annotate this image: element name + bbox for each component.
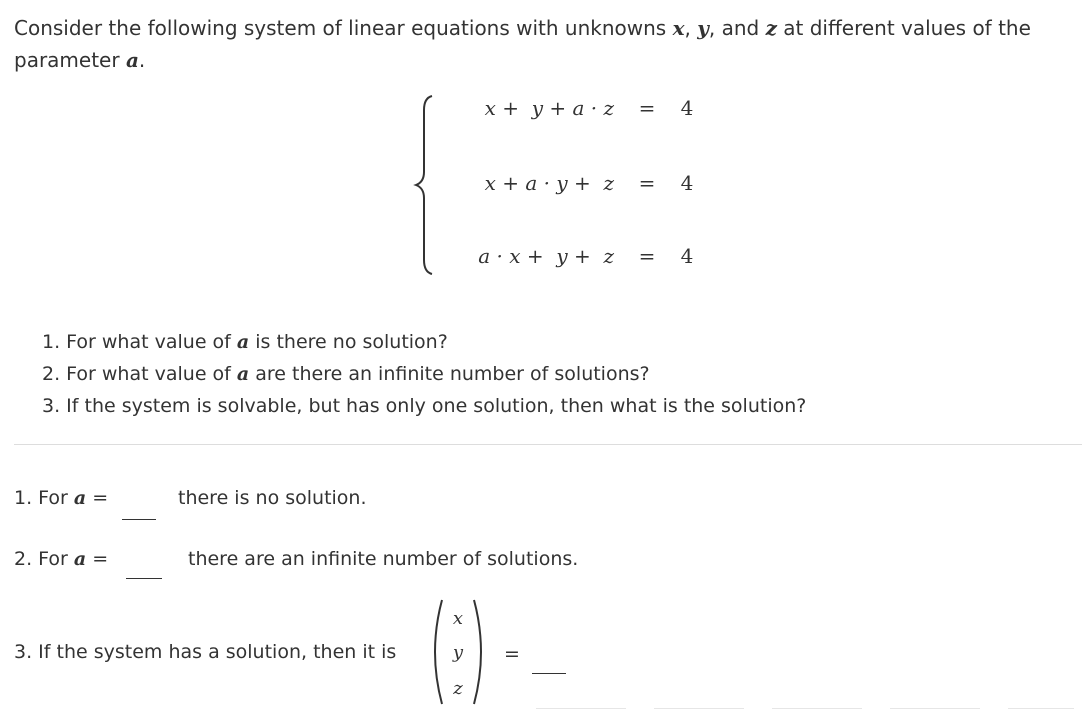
answer-2-input[interactable] xyxy=(126,550,162,579)
param-a: a xyxy=(236,331,250,353)
equation-rhs: 4 xyxy=(680,171,694,195)
answer-2-label xyxy=(14,548,108,570)
vector-entry-x: x xyxy=(452,608,464,629)
equals-sign: = xyxy=(86,487,109,509)
equation-row-2 xyxy=(440,171,710,201)
param-a: a xyxy=(73,487,87,509)
equation-row-1 xyxy=(440,96,710,126)
divider-line xyxy=(772,708,862,709)
solution-vector xyxy=(428,596,488,708)
question-text: are there an infinite number of solutions? xyxy=(249,363,650,385)
answer-1-input[interactable] xyxy=(122,491,156,520)
divider-line xyxy=(1008,708,1074,709)
answer-1-label xyxy=(14,487,108,509)
question-list xyxy=(42,326,806,422)
vector-entry-z: z xyxy=(453,678,463,699)
equals-sign: = xyxy=(86,548,109,570)
equals-sign: = xyxy=(504,643,520,665)
equals-sign: = xyxy=(638,96,656,120)
question-text: 2. For what value of xyxy=(42,363,237,385)
answer-2-suffix: there are an infinite number of solutions. xyxy=(188,548,579,570)
intro-paragraph xyxy=(14,12,1074,76)
var-x: x xyxy=(672,16,685,40)
equation-lhs: x + a · y + z xyxy=(484,171,614,195)
divider-line xyxy=(536,708,626,709)
intro-text-1: Consider the following system of linear equations with unknowns xyxy=(14,16,673,40)
equation-lhs: x + y + a · z xyxy=(484,96,614,120)
intro-end: . xyxy=(138,48,146,72)
question-text: is there no solution? xyxy=(249,331,448,353)
intro-sep-2: , and xyxy=(708,16,766,40)
equation-rhs: 4 xyxy=(680,96,694,120)
question-1 xyxy=(42,326,806,358)
equation-rhs: 4 xyxy=(680,244,694,268)
question-2 xyxy=(42,358,806,390)
var-y: y xyxy=(697,16,709,40)
equals-sign: = xyxy=(638,244,656,268)
intro-text-2: at different values of the parameter xyxy=(14,16,1031,72)
answer-text: 1. For xyxy=(14,487,74,509)
equals-sign: = xyxy=(638,171,656,195)
intro-sep-1: , xyxy=(684,16,698,40)
equation-row-3 xyxy=(440,244,710,274)
question-3 xyxy=(42,390,806,422)
left-brace-icon xyxy=(412,92,436,278)
question-text: 3. If the system is solvable, but has only one solution, then what is the solution? xyxy=(42,395,807,417)
divider-line xyxy=(654,708,744,709)
param-a: a xyxy=(125,48,139,72)
question-text: 1. For what value of xyxy=(42,331,237,353)
equation-lhs: a · x + y + z xyxy=(478,244,614,268)
var-z: z xyxy=(765,16,777,40)
param-a: a xyxy=(73,548,87,570)
answer-3-input[interactable] xyxy=(532,645,566,674)
answer-text: 2. For xyxy=(14,548,74,570)
vector-entry-y: y xyxy=(452,642,464,663)
param-a: a xyxy=(236,363,250,385)
divider-line xyxy=(890,708,980,709)
equation-system xyxy=(412,92,712,278)
answer-3-label: 3. If the system has a solution, then it is xyxy=(14,641,397,663)
section-divider xyxy=(14,444,1082,445)
answer-1-suffix: there is no solution. xyxy=(178,487,367,509)
